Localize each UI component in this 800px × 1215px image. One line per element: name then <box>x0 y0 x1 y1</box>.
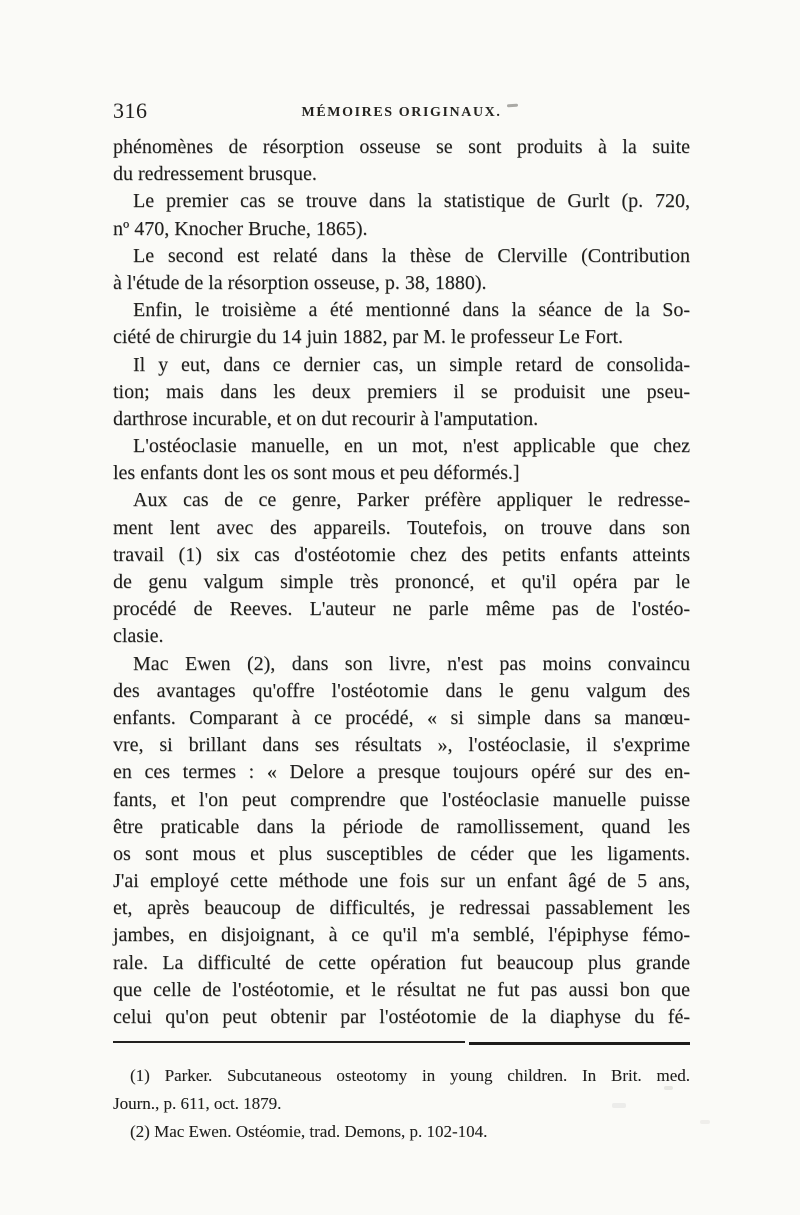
text-line: Il y eut, dans ce dernier cas, un simple retard de consolida- <box>133 353 690 376</box>
page-number: 316 <box>113 98 148 123</box>
text-line: nº 470, Knocher Bruche, 1865). <box>113 217 368 240</box>
text-line: que celle de l'ostéotomie, et le résultat ne fut pas aussi bon que <box>113 978 690 1001</box>
running-title: MÉMOIRES ORIGINAUX. <box>301 105 502 120</box>
footnote-rule-right-segment <box>469 1042 690 1045</box>
text-line: procédé de Reeves. L'auteur ne parle même pas de l'ostéo- <box>113 598 690 621</box>
text-line: fants, et l'on peut comprendre que l'ostéoclasie manuelle puisse <box>113 788 690 811</box>
scan-artifact-speck <box>612 1103 626 1108</box>
text-line: tion; mais dans les deux premiers il se produisit une pseu- <box>113 380 690 403</box>
text-line: ment lent avec des appareils. Toutefois, on trouve dans son <box>113 516 690 539</box>
text-line: à l'étude de la résorption osseuse, p. 38, 1880). <box>113 271 487 294</box>
text-line: Le second est relaté dans la thèse de Clerville (Contribution <box>133 244 690 267</box>
text-line: des avantages qu'offre l'ostéotomie dans le genu valgum des <box>113 679 690 702</box>
scan-artifact-speck <box>700 1120 710 1124</box>
text-line: de genu valgum simple très prononcé, et qu'il opéra par le <box>113 571 690 593</box>
text-line: enfants. Comparant à ce procédé, « si simple dans sa manœu- <box>113 706 690 729</box>
text-line: vre, si brillant dans ses résultats », l'ostéoclasie, il s'exprime <box>113 734 690 757</box>
text-line: Mac Ewen (2), dans son livre, n'est pas moins convaincu <box>133 652 690 675</box>
text-line: darthrose incurable, et on dut recourir à l'amputation. <box>113 407 539 430</box>
text-line: os sont mous et plus susceptibles de céder que les ligaments. <box>113 842 690 865</box>
text-line: J'ai employé cette méthode une fois sur un enfant âgé de 5 ans, <box>113 870 690 893</box>
text-line: et, après beaucoup de difficultés, je redressai passablement les <box>113 897 690 920</box>
text-line: ciété de chirurgie du 14 juin 1882, par M. le professeur Le Fort. <box>113 326 624 349</box>
text-line: Journ., p. 611, oct. 1879. <box>113 1094 282 1113</box>
text-line: rale. La difficulté de cette opération fut beaucoup plus grande <box>113 951 690 974</box>
body-text <box>113 134 690 1031</box>
text-line: en ces termes : « Delore a presque toujours opéré sur des en- <box>113 761 690 784</box>
text-line: clasie. <box>113 625 164 648</box>
text-line: travail (1) six cas d'ostéotomie chez des petits enfants atteints <box>113 543 690 566</box>
text-line: Aux cas de ce genre, Parker préfère appliquer le redresse- <box>133 489 690 512</box>
text-line: les enfants dont les os sont mous et peu déformés.] <box>113 462 520 485</box>
text-line: phénomènes de résorption osseuse se sont produits à la suite <box>113 136 690 158</box>
text-line: (2) Mac Ewen. Ostéomie, trad. Demons, p. 102-104. <box>130 1122 488 1141</box>
text-line: Enfin, le troisième a été mentionné dans la séance de la So- <box>133 299 690 322</box>
text-line: Le premier cas se trouve dans la statistique de Gurlt (p. 720, <box>133 190 690 213</box>
text-line: celui qu'on peut obtenir par l'ostéotomie de la diaphyse du fé- <box>113 1006 690 1028</box>
footnote-rule-left-segment <box>113 1041 465 1043</box>
text-line: être praticable dans la période de ramollissement, quand les <box>113 815 690 838</box>
footnotes <box>113 1062 690 1146</box>
text-line: jambes, en disjoignant, à ce qu'il m'a semblé, l'épiphyse fémo- <box>113 924 690 947</box>
footnote-rule <box>113 1040 690 1044</box>
text-line: (1) Parker. Subcutaneous osteotomy in young children. In Brit. med. <box>130 1066 690 1085</box>
text-line: L'ostéoclasie manuelle, en un mot, n'est applicable que chez <box>133 435 690 458</box>
scan-artifact-speck <box>664 1086 673 1090</box>
text-line: du redressement brusque. <box>113 163 317 186</box>
